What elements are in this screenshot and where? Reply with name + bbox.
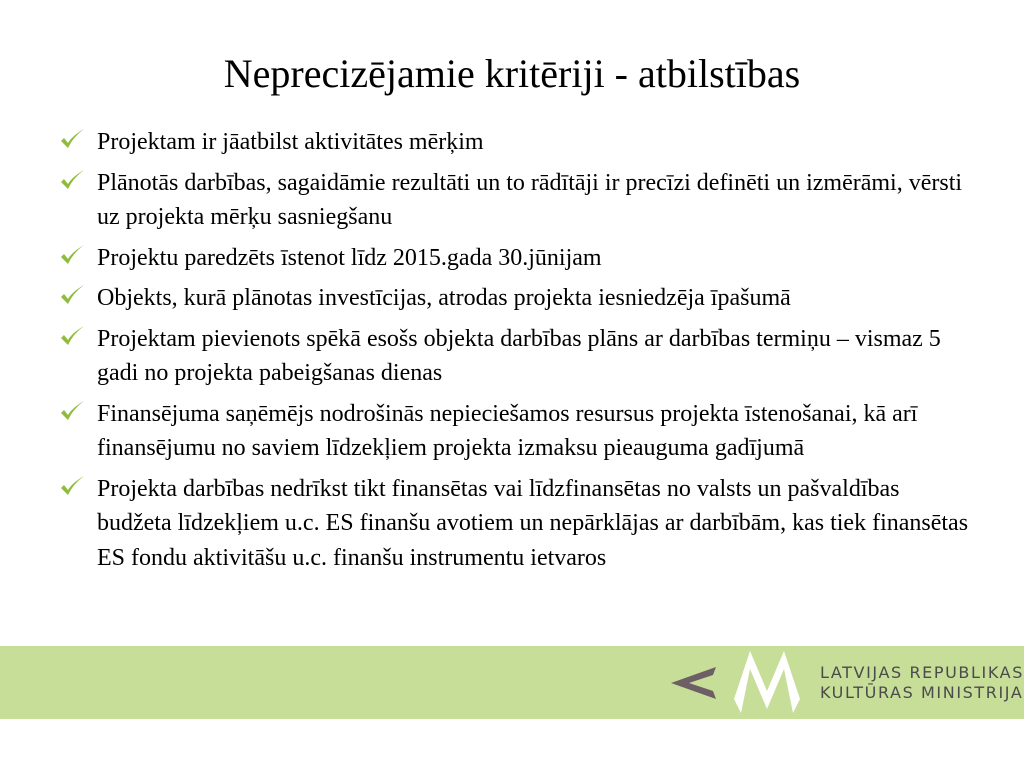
bullet-item: [58, 241, 978, 276]
bullet-text: Finansējuma saņēmējs nodrošinās nepieciešamos resursus projekta īstenošanai, kā arī finansējumu no saviem līdzekļiem projekta izmaksu pieauguma gadījumā: [97, 400, 918, 461]
check-icon: [58, 324, 86, 350]
check-icon: [58, 243, 86, 269]
bullet-text: Projekta darbības nedrīkst tikt finansētas vai līdzfinansētas no valsts un pašvaldības budžeta līdzekļiem u.c. ES finanšu avotiem un nepārklājas ar darbībām, kas tiek finansētas ES fondu aktivitāšu u.c. finanšu instrumentu ietvaros: [97, 475, 969, 571]
bullet-item: [58, 322, 978, 391]
bullet-item: [58, 125, 978, 160]
ministry-logo-icon: [667, 647, 807, 719]
bullet-text: Plānotās darbības, sagaidāmie rezultāti un to rādītāji ir precīzi definēti un izmērāmi, vērsti uz projekta mērķu sasniegšanu: [97, 169, 963, 230]
ministry-name-line1: LATVIJAS REPUBLIKAS: [820, 663, 1024, 682]
bullet-item: [58, 397, 978, 466]
check-icon: [58, 168, 86, 194]
check-icon: [58, 474, 86, 500]
check-icon: [58, 127, 86, 153]
bullet-text: Projektu paredzēts īstenot līdz 2015.gada 30.jūnijam: [97, 244, 602, 271]
check-icon: [58, 399, 86, 425]
bullet-item: [58, 472, 978, 576]
bullet-item: [58, 166, 978, 235]
bullet-text: Projektam pievienots spēkā esošs objekta darbības plāns ar darbības termiņu – vismaz 5 gadi no projekta pabeigšanas dienas: [97, 325, 941, 386]
slide-title: Neprecizējamie kritēriji - atbilstības: [223, 51, 801, 96]
bullet-item: [58, 281, 978, 316]
bullet-text: Objekts, kurā plānotas investīcijas, atrodas projekta iesniedzēja īpašumā: [97, 285, 791, 311]
bullet-list: [58, 125, 978, 581]
ministry-name-line2: KULTŪRAS MINISTRIJA: [820, 683, 1024, 702]
ministry-name: [820, 663, 1024, 703]
bullet-text: Projektam ir jāatbilst aktivitātes mērķim: [97, 129, 484, 155]
check-icon: [58, 283, 86, 309]
